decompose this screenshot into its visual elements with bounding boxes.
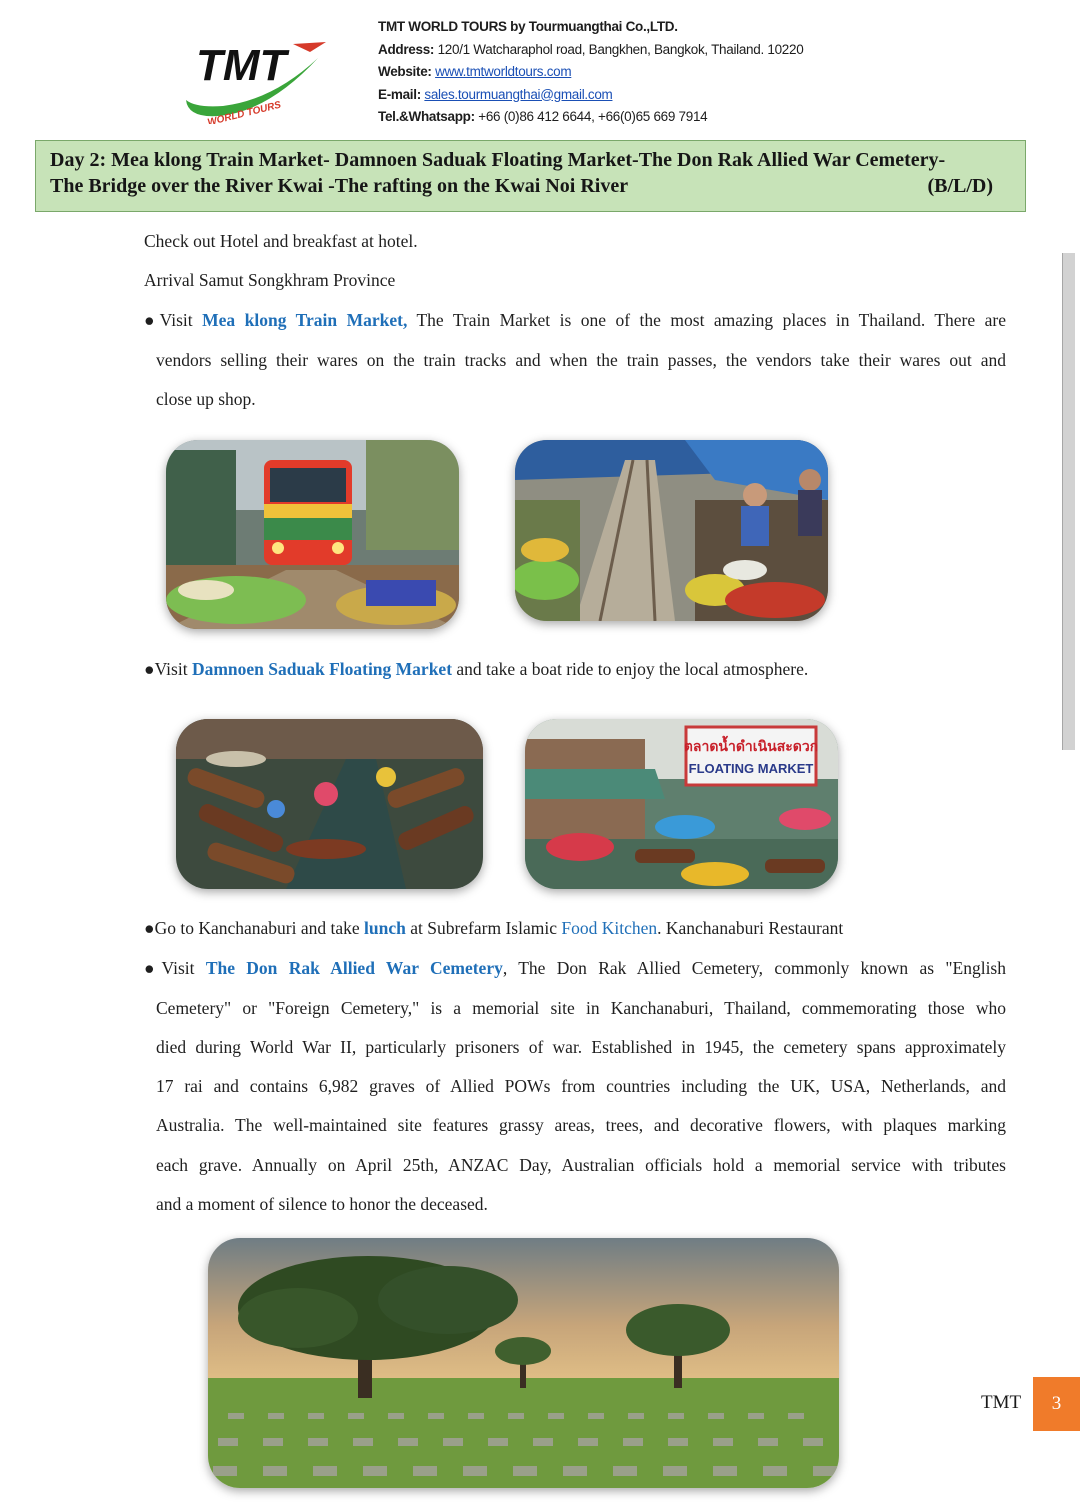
floating-sign-english: FLOATING MARKET — [688, 761, 814, 776]
bullet-icon: ● — [144, 310, 160, 330]
cemetery-link[interactable]: The Don Rak Allied War Cemetery — [205, 958, 503, 978]
arrival-text: Arrival Samut Songkhram Province — [144, 270, 396, 290]
train-market-photo-2 — [515, 440, 828, 621]
checkout-text: Check out Hotel and breakfast at hotel. — [144, 231, 418, 251]
address-label: Address: — [378, 41, 435, 57]
floating-market-photo-1 — [176, 719, 483, 889]
email-link[interactable]: sales.tourmuangthai@gmail.com — [424, 86, 613, 102]
day-title-line2: The Bridge over the River Kwai -The rafting on the Kwai Noi River — [50, 175, 629, 197]
company-info — [378, 16, 828, 129]
meals-badge: (B/L/D) — [927, 175, 993, 197]
war-cemetery-photo — [208, 1238, 839, 1488]
page-number-badge: 3 — [1033, 1377, 1080, 1431]
lunch-link[interactable]: lunch — [364, 918, 406, 938]
lunch-line: ●Go to Kanchanaburi and take lunch at Subrefarm Islamic Food Kitchen. Kanchanaburi Restaurant — [144, 918, 844, 938]
phone-label: Tel.&Whatsapp: — [378, 109, 475, 124]
visit-train-market-line1: ●Visit Mea klong Train Market, The Train Market is one of the most amazing places in Thailand. There are — [144, 310, 1006, 330]
vertical-scrollbar[interactable] — [1062, 253, 1075, 750]
food-kitchen-link[interactable]: Food Kitchen — [561, 918, 658, 938]
address-value: 120/1 Watcharaphol road, Bangkhen, Bangkok, Thailand. 10220 — [437, 41, 804, 57]
visit-cemetery-line1: ●Visit The Don Rak Allied War Cemetery, The Don Rak Allied Cemetery, commonly known as "English — [144, 958, 1006, 978]
train-market-link[interactable]: Mea klong Train Market, — [202, 310, 408, 330]
logo-text: TMT — [196, 41, 287, 90]
visit-cemetery-line4: 17 rai and contains 6,982 graves of Allied POWs from countries including the UK, USA, Netherlands, and — [156, 1076, 1006, 1096]
floating-market-link[interactable]: Damnoen Saduak Floating Market — [191, 659, 453, 679]
logo-subtext: WORLD TOURS — [206, 99, 283, 124]
visit-cemetery-line5: Australia. The well-maintained site features grassy areas, trees, and decorative flowers, with plaques marking — [156, 1115, 1006, 1135]
train-market-photo-1 — [166, 440, 459, 629]
visit-floating-market: ●Visit Damnoen Saduak Floating Market and take a boat ride to enjoy the local atmosphere. — [144, 659, 809, 679]
tmt-logo — [178, 38, 328, 124]
bullet-icon: ● — [144, 958, 162, 978]
phone-value: +66 (0)86 412 6644, +66(0)65 669 7914 — [478, 109, 708, 124]
visit-cemetery-line3: died during World War II, particularly prisoners of war. Established in 1945, the cemetery spans approximately — [156, 1037, 1006, 1057]
company-name: TMT WORLD TOURS by Tourmuangthai Co.,LTD. — [378, 19, 678, 34]
floating-sign-thai: ตลาดน้ำดำเนินสะดวก — [683, 739, 819, 755]
visit-train-market-line3: close up shop. — [156, 389, 256, 409]
visit-cemetery-line7: and a moment of silence to honor the deceased. — [156, 1194, 488, 1214]
visit-train-market-line2: vendors selling their wares on the train tracks and when the train passes, the vendors take their wares out and — [156, 350, 1006, 370]
website-link[interactable]: www.tmtworldtours.com — [435, 64, 572, 79]
day-title-box — [35, 140, 1026, 212]
floating-market-photo-2 — [525, 719, 838, 889]
day-title-line1: Day 2: Mea klong Train Market- Damnoen Saduak Floating Market-The Don Rak Allied War Cemetery- — [50, 149, 946, 171]
footer-brand: TMT — [981, 1392, 1022, 1413]
bullet-icon: ● — [144, 659, 155, 679]
visit-cemetery-line6: each grave. Annually on April 25th, ANZAC Day, Australian officials hold a memorial service with tributes — [156, 1155, 1006, 1175]
bullet-icon: ● — [144, 918, 155, 938]
visit-cemetery-line2: Cemetery" or "Foreign Cemetery," is a memorial site in Kanchanaburi, Thailand, commemorating those who — [156, 998, 1006, 1018]
website-label: Website: — [378, 64, 432, 79]
email-label: E-mail: — [378, 86, 421, 102]
